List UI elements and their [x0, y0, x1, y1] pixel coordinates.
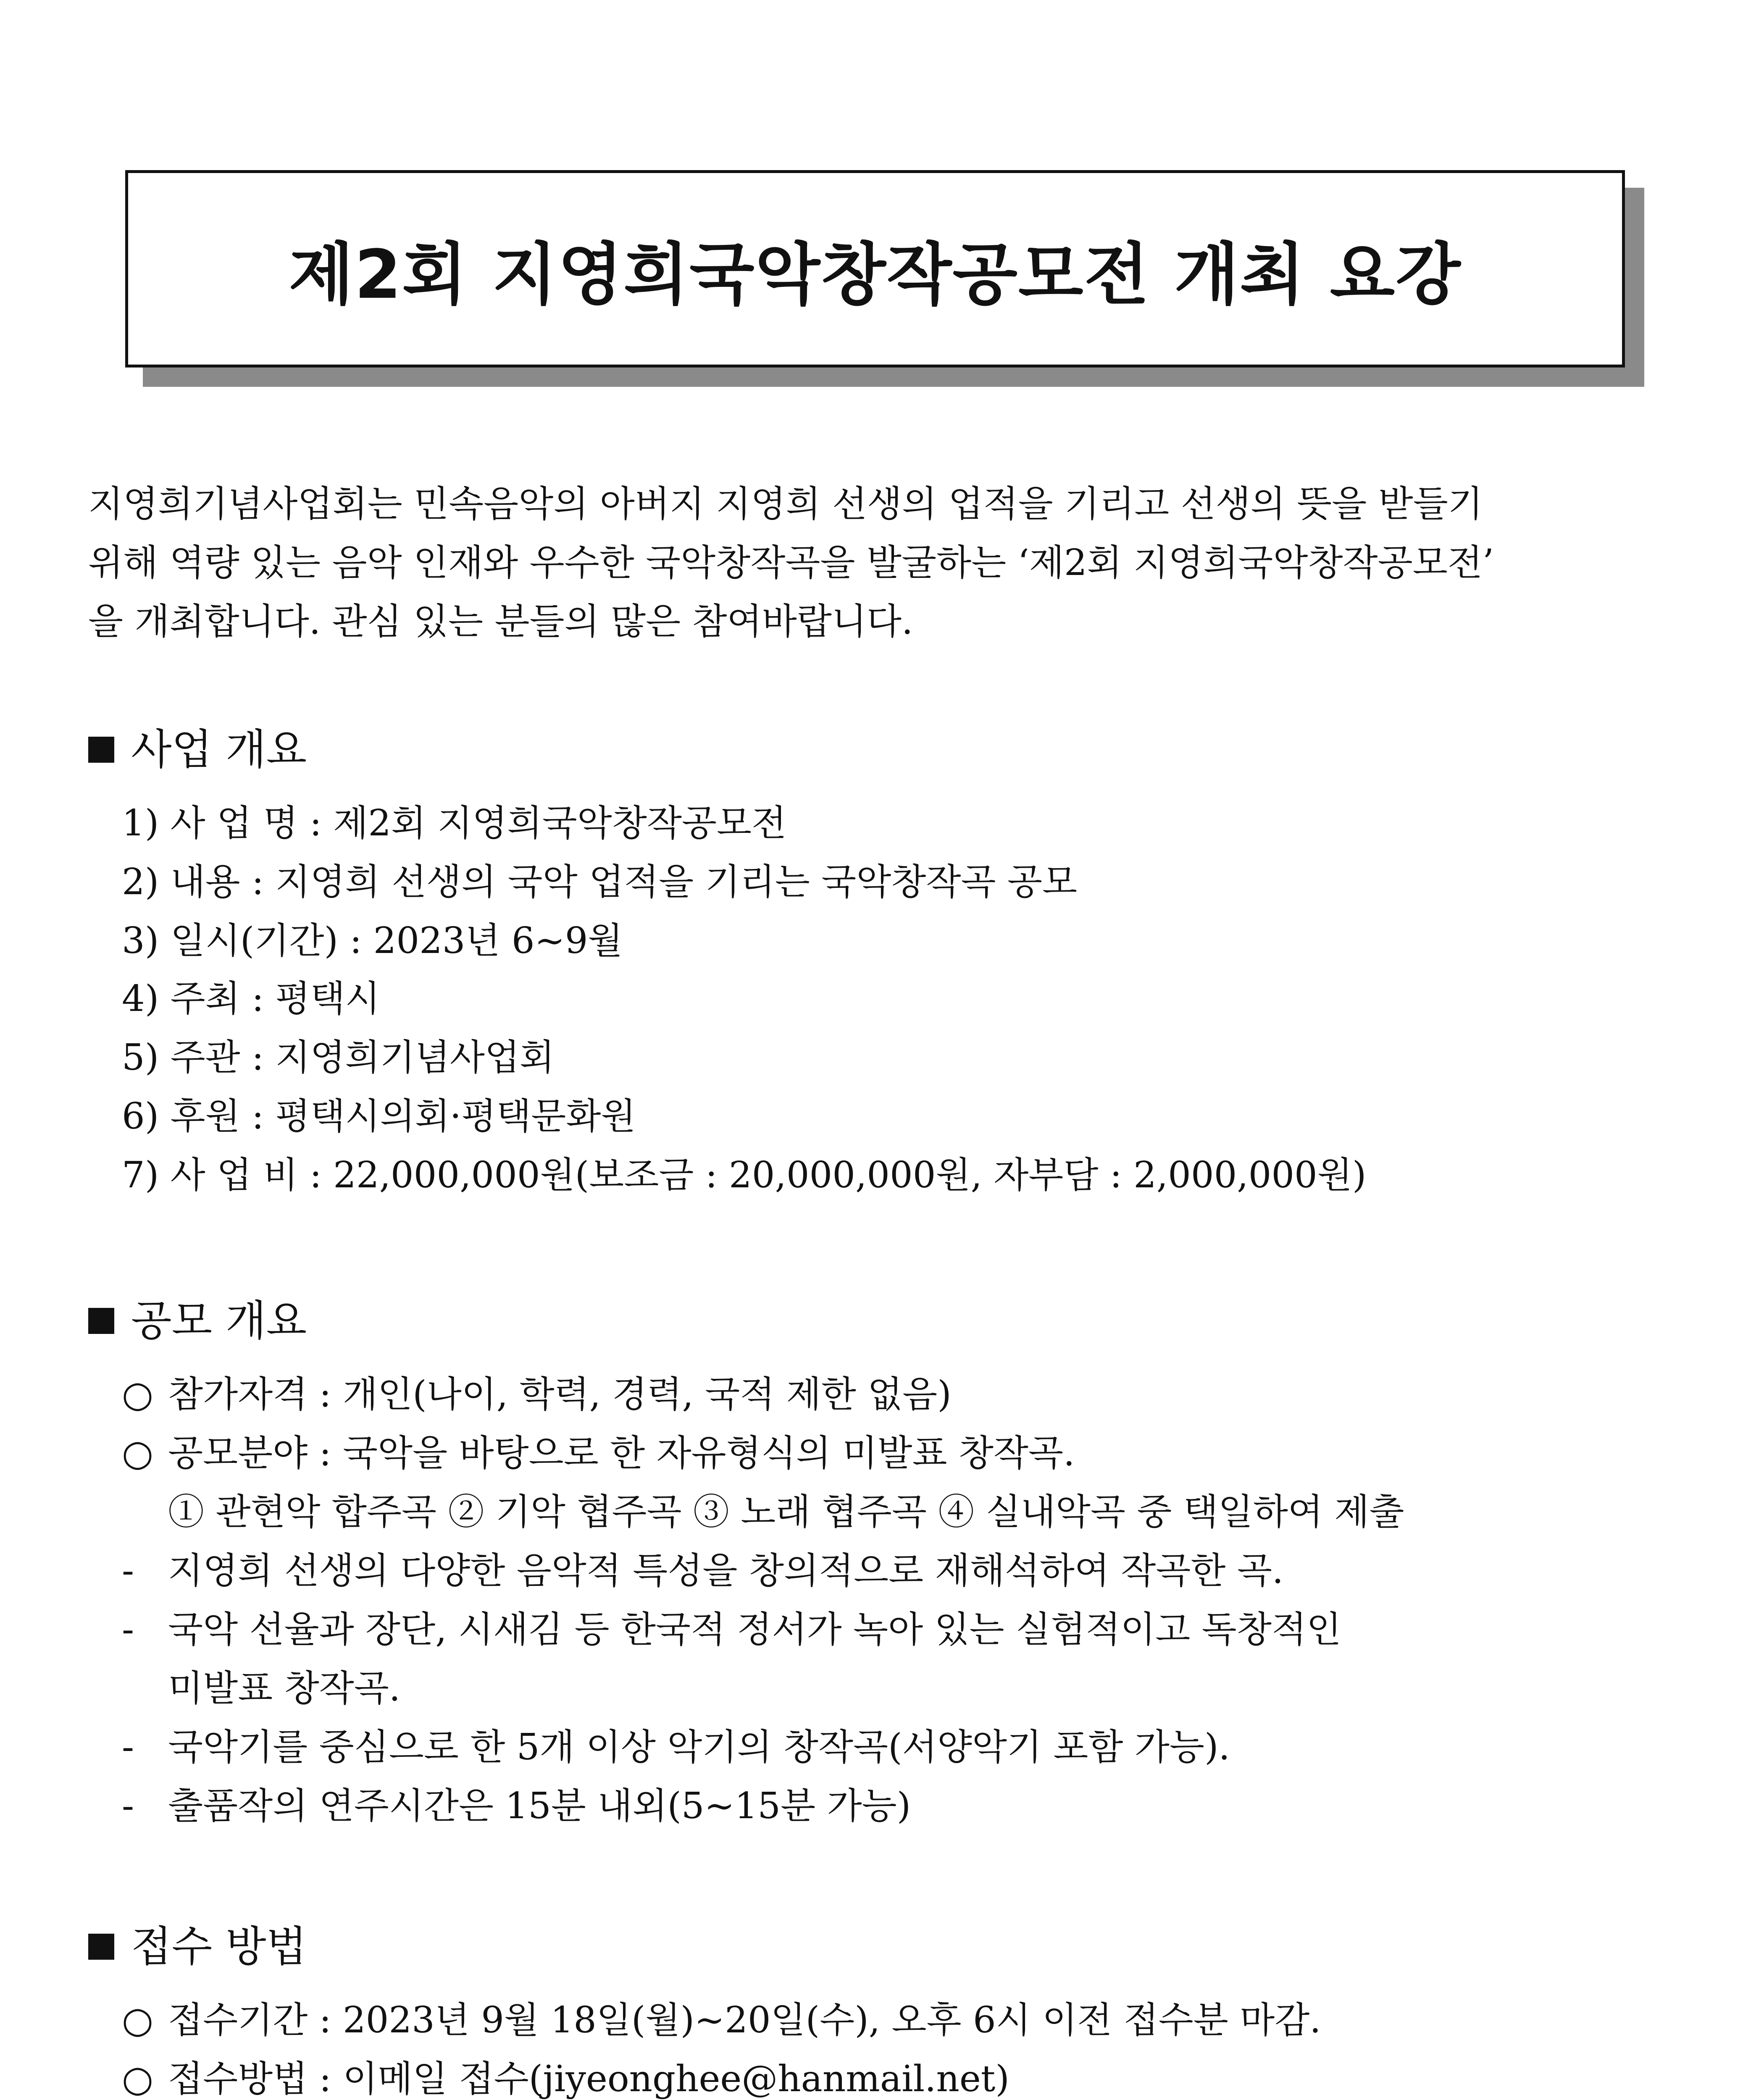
- square-bullet-icon: [88, 1934, 114, 1960]
- circle-bullet-icon: ○: [122, 1373, 154, 1415]
- intro-line: 위해 역량 있는 음악 인재와 우수한 국악창작곡을 발굴하는 ‘제2회 지영희국악창작공모전’: [88, 542, 1494, 584]
- list-item-text: 공모분야 : 국악을 바탕으로 한 자유형식의 미발표 창작곡.: [168, 1432, 1075, 1474]
- list-item: 7) 사 업 비 : 22,000,000원(보조금 : 20,000,000원, 자부담 : 2,000,000원): [122, 1154, 1367, 1196]
- square-bullet-icon: [88, 1308, 114, 1334]
- list-item: [122, 2054, 1010, 2100]
- list-item: [122, 1781, 911, 1831]
- section-heading-label: 사업 개요: [131, 725, 307, 774]
- list-item: [122, 1722, 1230, 1772]
- section-heading-contest: [88, 1294, 307, 1348]
- list-item: 4) 주최 : 평택시: [122, 978, 380, 1020]
- list-item: 2) 내용 : 지영희 선생의 국악 업적을 기리는 국악창작곡 공모: [122, 861, 1078, 903]
- title-box: [125, 170, 1625, 368]
- list-item: [122, 1428, 1075, 1478]
- dash-bullet: -: [122, 1550, 134, 1592]
- section-heading-submission: [88, 1919, 307, 1974]
- section-heading-label: 접수 방법: [131, 1922, 307, 1971]
- list-item: 5) 주관 : 지영희기념사업회: [122, 1037, 555, 1079]
- list-item-text: 접수기간 : 2023년 9월 18일(월)~20일(수), 오후 6시 이전 접수분 마감.: [168, 1999, 1321, 2041]
- list-item-text: 출품작의 연주시간은 15분 내외(5~15분 가능): [168, 1785, 911, 1827]
- list-item: [122, 1546, 1283, 1596]
- list-item: 6) 후원 : 평택시의회·평택문화원: [122, 1095, 636, 1137]
- dash-bullet: -: [122, 1726, 134, 1768]
- list-item: [122, 1369, 952, 1420]
- page-title: 제2회 지영희국악창작공모전 개최 요강: [289, 235, 1462, 314]
- list-item: 1) 사 업 명 : 제2회 지영희국악창작공모전: [122, 802, 787, 844]
- list-item: [122, 1604, 1341, 1655]
- square-bullet-icon: [88, 737, 114, 763]
- list-item-text: 접수방법 : 이메일 접수(jiyeonghee@hanmail.net): [168, 2058, 1010, 2100]
- section-heading-business: [88, 722, 307, 777]
- intro-paragraph: [88, 475, 1685, 651]
- circle-bullet-icon: ○: [122, 1999, 154, 2041]
- list-item-text: 국악기를 중심으로 한 5개 이상 악기의 창작곡(서양악기 포함 가능).: [168, 1726, 1230, 1768]
- list-item-text: 국악 선율과 장단, 시새김 등 한국적 정서가 녹아 있는 실험적이고 독창적인: [168, 1609, 1341, 1651]
- list-item-text: 참가자격 : 개인(나이, 학력, 경력, 국적 제한 없음): [168, 1373, 952, 1415]
- list-item-continuation: 미발표 창작곡.: [168, 1667, 401, 1709]
- intro-line: 을 개최합니다. 관심 있는 분들의 많은 참여바랍니다.: [88, 601, 913, 643]
- list-item-text: 지영희 선생의 다양한 음악적 특성을 창의적으로 재해석하여 작곡한 곡.: [168, 1550, 1284, 1592]
- list-item: 3) 일시(기간) : 2023년 6~9월: [122, 920, 623, 962]
- list-item: [122, 1995, 1321, 2045]
- intro-line: 지영희기념사업회는 민속음악의 아버지 지영희 선생의 업적을 기리고 선생의 뜻을 받들기: [88, 483, 1483, 525]
- category-line: ① 관현악 합주곡 ② 기악 협주곡 ③ 노래 협주곡 ④ 실내악곡 중 택일하여 제출: [168, 1491, 1404, 1533]
- dash-bullet: -: [122, 1609, 134, 1651]
- dash-bullet: -: [122, 1785, 134, 1827]
- section-heading-label: 공모 개요: [131, 1296, 307, 1345]
- circle-bullet-icon: ○: [122, 1432, 154, 1474]
- circle-bullet-icon: ○: [122, 2058, 154, 2100]
- title-frame: [125, 170, 1629, 372]
